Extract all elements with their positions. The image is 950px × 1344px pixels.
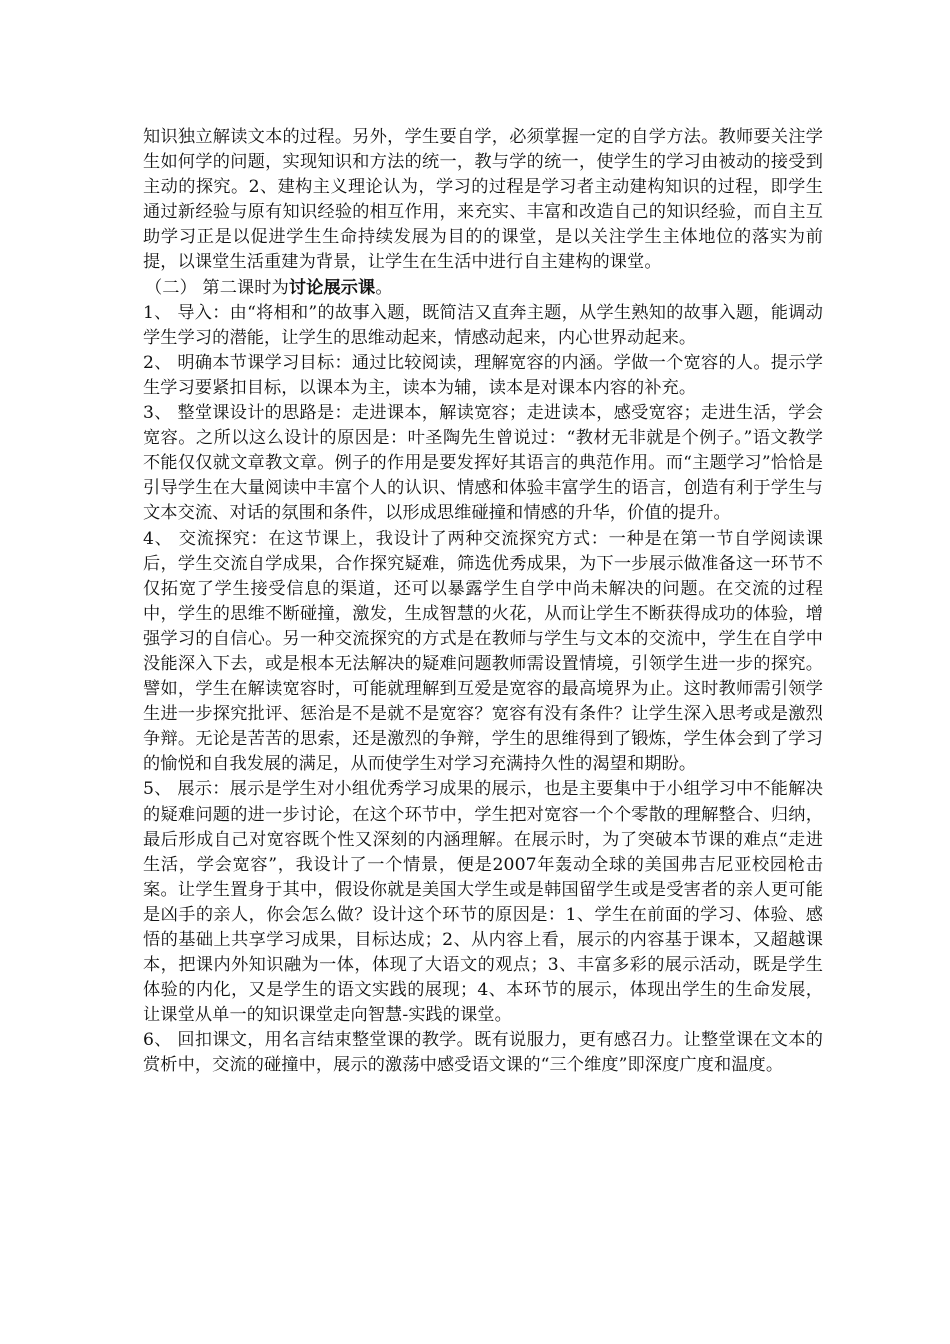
list-item-conclusion: 6、 回扣课文，用名言结束整堂课的教学。既有说服力，更有感召力。让整堂课在文本的赏析中，交流的碰撞中，展示的激荡中感受语文课的“三个维度”即深度广度和温度。 [143,1030,823,1076]
list-item-intro: 1、 导入：由“将相和”的故事入题，既简洁又直奔主题，从学生熟知的故事入题，能调动学生学习的潜能，让学生的思维动起来，情感动起来，内心世界动起来。 [143,302,823,348]
list-item-design: 3、 整堂课设计的思路是：走进课本，解读宽容；走进读本，感受宽容；走进生活，学会宽容。之所以这么设计的原因是：叶圣陶先生曾说过：“教材无非就是个例子。”语文教学不能仅仅就文章教文章。例子的作用是要发挥好其语言的典范作用。而“主题学习”恰恰是引导学生在大量阅读中丰富个人的认识、情感和体验丰富学生的语言，创造有利于学生与文本交流、对话的氛围和条件，以形成思维碰撞和情感的升华，价值的提升。 [143,403,823,524]
section-heading-suffix: 。 [375,277,393,298]
section-heading-prefix: （二） 第二课时为 [145,277,289,298]
intro-paragraph: 知识独立解读文本的过程。另外，学生要自学，必须掌握一定的自学方法。教师要关注学生如何学的问题，实现知识和方法的统一，教与学的统一，使学生的学习由被动的接受到主动的探究。2、建构主义理论认为，学习的过程是学习者主动建构知识的过程，即学生通过新经验与原有知识经验的相互作用，来充实、丰富和改造自己的知识经验，而自主互助学习正是以促进学生生命持续发展为目的的课堂，是以关注学生主体地位的落实为前提，以课堂生活重建为背景，让学生在生活中进行自主建构的课堂。 [143,127,823,273]
list-item-showcase: 5、 展示：展示是学生对小组优秀学习成果的展示，也是主要集中于小组学习中不能解决的疑难问题的进一步讨论，在这个环节中，学生把对宽容一个个零散的理解整合、归纳，最后形成自己对宽容既个性又深刻的内涵理解。在展示时，为了突破本节课的难点“走进生活，学会宽容”，我设计了一个情景，便是2007年轰动全球的美国弗吉尼亚校园枪击案。让学生置身于其中，假设你就是美国大学生或是韩国留学生或是受害者的亲人更可能是凶手的亲人，你会怎么做？设计这个环节的原因是：1、学生在前面的学习、体验、感悟的基础上共享学习成果，目标达成；2、从内容上看，展示的内容基于课本，又超越课本，把课内外知识融为一体，体现了大语文的观点；3、丰富多彩的展示活动，既是学生体验的内化，又是学生的语文实践的展现；4、本环节的展示，体现出学生的生命发展，让课堂从单一的知识课堂走向智慧-实践的课堂。 [143,779,823,1026]
section-heading [143,276,823,301]
section-heading-bold: 讨论展示课 [288,277,376,298]
document-body [143,125,823,1079]
list-item-exchange: 4、 交流探究：在这节课上，我设计了两种交流探究方式：一种是在第一节自学阅读课后，学生交流自学成果，合作探究疑难，筛选优秀成果，为下一步展示做准备这一环节不仅拓宽了学生接受信息的渠道，还可以暴露学生自学中尚未解决的问题。在交流的过程中，学生的思维不断碰撞，激发，生成智慧的火花，从而让学生不断获得成功的体验，增强学习的自信心。另一种交流探究的方式是在教师与学生与文本的交流中，学生在自学中没能深入下去，或是根本无法解决的疑难问题教师需设置情境，引领学生进一步的探究。譬如，学生在解读宽容时，可能就理解到互爱是宽容的最高境界为止。这时教师需引领学生进一步探究批评、惩治是不是就不是宽容？宽容有没有条件？让学生深入思考或是激烈争辩。无论是苦苦的思索，还是激烈的争辩，学生的思维得到了锻炼，学生体会到了学习的愉悦和自我发展的满足，从而使学生对学习充满持久性的渴望和期盼。 [143,528,823,775]
list-item-goals: 2、 明确本节课学习目标：通过比较阅读，理解宽容的内涵。学做一个宽容的人。提示学生学习要紧扣目标，以课本为主，读本为辅，读本是对课本内容的补充。 [143,352,823,398]
